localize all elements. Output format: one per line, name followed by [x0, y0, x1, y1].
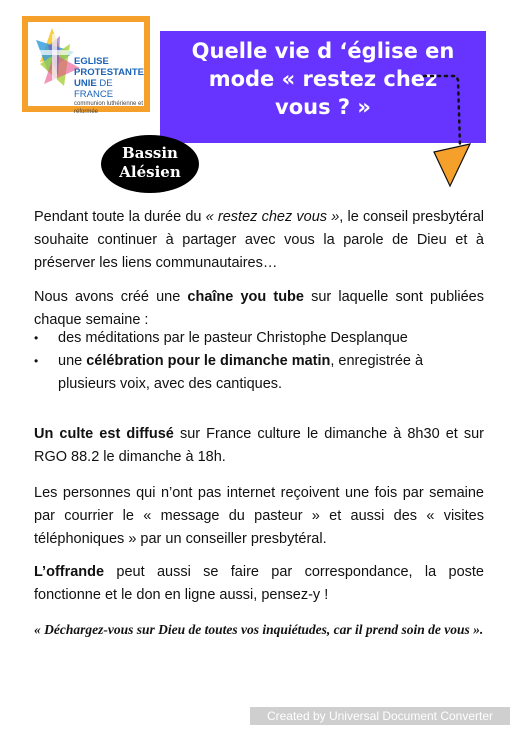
bullet-dot: •	[34, 331, 39, 345]
list-item	[34, 350, 484, 396]
broadcast-paragraph	[34, 423, 484, 469]
offering-paragraph	[34, 561, 484, 607]
list-item-text: des méditations par le pasteur Christophe Desplanque	[58, 330, 408, 346]
title-line-1: Quelle vie d ‘église en	[191, 39, 455, 63]
title-line-2: mode « restez chez	[208, 67, 438, 91]
intro-paragraph	[34, 206, 484, 275]
list-item-emphasis: célébration pour le dimanche matin	[86, 353, 331, 369]
intro-text-a: Pendant toute la durée du	[34, 209, 206, 225]
offering-emphasis: L’offrande	[34, 564, 105, 580]
logo-text	[74, 56, 144, 116]
region-badge	[101, 135, 199, 193]
logo-line-2a: UNIE	[74, 78, 97, 89]
youtube-text-a: Nous avons créé une	[34, 289, 188, 305]
logo-line-3: communion luthérienne et réformée	[74, 101, 144, 115]
badge-line-1: Bassin	[122, 144, 178, 162]
title-line-3: vous ? »	[275, 95, 371, 119]
list-item	[34, 327, 484, 350]
broadcast-text: sur France culture le dimanche à 8h30 et sur RGO 88.2 le dimanche à 18h.	[34, 426, 485, 465]
offering-text: peut aussi se faire par correspondance, la poste fonctionne et le don en ligne aussi, pensez-y !	[34, 564, 484, 603]
bible-quote: « Déchargez-vous sur Dieu de toutes vos inquiétudes, car il prend soin de vous ».	[34, 622, 484, 637]
list-item-text-a: une	[58, 353, 87, 369]
broadcast-emphasis: Un culte est diffusé	[34, 426, 174, 442]
youtube-text-b: sur laquelle sont publiées chaque semaine :	[34, 289, 484, 328]
intro-emphasis: « restez chez vous »	[205, 209, 340, 225]
bullet-dot: •	[34, 354, 39, 368]
mail-paragraph: Les personnes qui n’ont pas internet reçoivent une fois par semaine par courrier le « message du pasteur » et aussi des « visites téléphoniques » par un conseiller presbytéral.	[34, 485, 484, 547]
logo-line-1: EGLISE PROTESTANTE	[74, 56, 145, 78]
logo-line-2b: DE FRANCE	[74, 78, 114, 100]
dotted-arrow-icon	[420, 66, 480, 192]
logo-panel	[28, 22, 145, 115]
youtube-paragraph	[34, 286, 484, 332]
youtube-emphasis: chaîne you tube	[187, 289, 304, 305]
list-item-text-b: , enregistrée à plusieurs voix, avec des cantiques.	[58, 353, 424, 392]
intro-text-b: , le conseil presbytéral souhaite continuer à partager avec vous la parole de Dieu et à préserver les liens communautaires…	[34, 209, 484, 271]
badge-line-2: Alésien	[119, 163, 181, 181]
content-list	[34, 327, 484, 396]
church-logo	[22, 16, 150, 115]
watermark: Created by Universal Document Converter	[250, 707, 510, 725]
